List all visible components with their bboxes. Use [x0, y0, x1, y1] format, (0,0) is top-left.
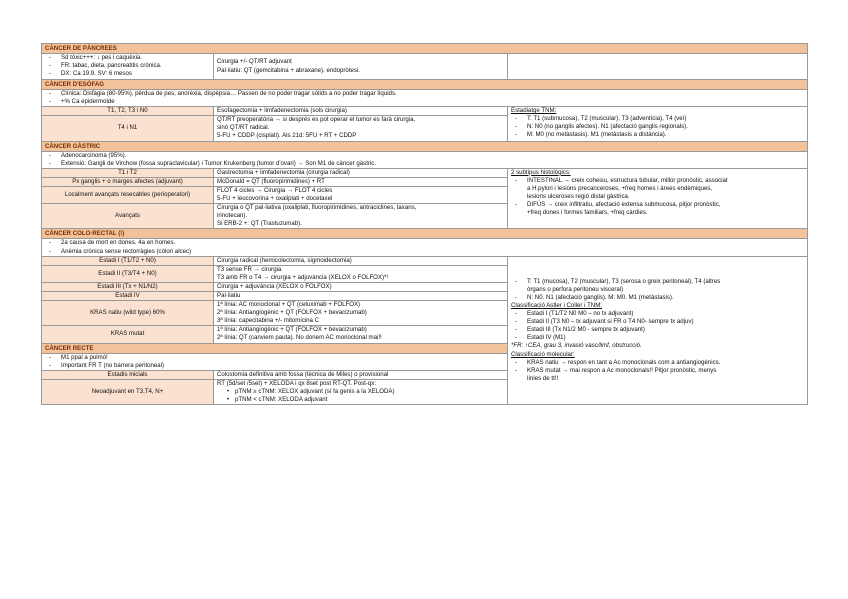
section-title-gastric: CÀNCER GÀSTRIC — [42, 141, 808, 151]
colorectal-row-treatment — [214, 265, 508, 282]
colorectal-treatment-line: 1ª línia: Antiangiogènic + QT (FOLFOX + bevacizumab) — [217, 326, 367, 334]
gastric-treatment-line: Cirurgia o QT pal·liativa (oxaliplati, fluoropirimidines, antraciclines, taxans, — [217, 204, 417, 212]
colorectal-row-label: Estadi I (T1/T2 + N0) — [42, 256, 214, 265]
esophagus-row-treatment — [214, 116, 508, 141]
colorectal-row-treatment — [214, 301, 508, 326]
colorectal-astler-item: - Estadi IV (M1) — [511, 334, 804, 342]
pancreas-feature: - DX: Ca 19.9. SV: 6 mesos — [45, 70, 210, 78]
gastric-feature: - Adenocarcinoma (95%). — [45, 152, 804, 160]
gastric-row-label: Localment avançats resecables (perioperatori) — [42, 186, 214, 203]
gastric-subtype-intestinal: - INTESTINAL → creix cohesiu, estructura tubular, millor pronòstic, associat — [511, 177, 804, 185]
esophagus-staging-item: - N: N0 (no ganglis afectes). N1 (afectació ganglis regionals). — [511, 123, 804, 131]
gastric-treatment-line: 5-FU + leucovorina + oxaliplati + docetaxel — [217, 195, 333, 203]
gastric-row-treatment: McDonald = QT (fluoropirimidines) + RT — [214, 177, 508, 186]
colorectal-molecular-line: línies de tt!! — [527, 374, 559, 382]
colorectal-molecular-item: - KRAS natiu → respon en tant a Ac monoclonals com a antiangiogènics. — [511, 359, 804, 367]
esophagus-row-label: T1, T2, T3 i N0 — [42, 107, 214, 116]
colorectal-astler-title: Classificació Astler i Coller i TNM: — [511, 302, 602, 310]
colorectal-features — [42, 239, 808, 256]
gastric-treatment-line: irinotecan). — [217, 212, 248, 220]
pancreas-treatment-line: Pal·liatiu: QT (gemcitabina + abraxane), endopròtesi. — [217, 66, 360, 74]
section-title-esophagus: CÀNCER D'ESÒFAG — [42, 80, 808, 90]
colorectal-treatment-line: T3 amb FR o T4 → cirurgia + adjuvància (XELOX o FOLFOX)*¹ — [217, 273, 389, 281]
colorectal-astler-item: - Estadi III (Tx N1/2 M0 - sempre tx adjuvant) — [511, 326, 804, 334]
gastric-row-label: Avançats — [42, 204, 214, 229]
oncology-summary-document — [41, 43, 807, 405]
rectum-treatment-subline: • pTNM < cTNM: XELODA adjuvant — [217, 396, 504, 404]
colorectal-row-label: Estadi III (Tx + N1/N2) — [42, 282, 214, 291]
colorectal-feature: - Anèmia crònica sense rectorràgies (còlon alcec) — [45, 248, 804, 256]
gastric-subtype-intestinal-line: a H.pylori i lesions precanceroses, +freq homes i àrees endèmiques, — [527, 184, 713, 192]
colorectal-treatment-line: 1ª línia: AC monoclonal + QT (cetuximab + FOLFOX) — [217, 301, 361, 309]
colorectal-tnm-line: òrgans o perfora peritoneu visceral) — [527, 285, 624, 293]
colorectal-treatment-line: T3 sense FR → cirurgia — [217, 265, 282, 273]
esophagus-row-label: T4 i N1 — [42, 116, 214, 141]
rectum-treatment-subline: • pTNM ≥ cTNM: XELOX adjuvant (sí fa genis a la XELODA) — [217, 388, 504, 396]
esophagus-feature: - Clínica: Disfàgia (80-95%), pèrdua de pes, anorèxia, dispèpsia… Passen de no poder tragar sòlids a no poder tragar líquids. — [45, 90, 804, 98]
colorectal-treatment-line: 2ª línia: QT (canviem pauta). No donem AC monoclonal mai!! — [217, 334, 382, 342]
colorectal-treatment-line: 3ª línia: capecitabina +/- mitomicina C — [217, 317, 320, 325]
esophagus-staging — [508, 107, 808, 141]
gastric-treatment-line: FLOT 4 cicles → Cirurgia → FLOT 4 cicles — [217, 186, 333, 194]
gastric-subtypes — [508, 168, 808, 229]
esophagus-features — [42, 90, 808, 107]
pancreas-empty-cell — [508, 54, 808, 80]
gastric-row-label: Px ganglis + o marges afectes (adjuvant) — [42, 177, 214, 186]
gastric-row-treatment — [214, 204, 508, 229]
colorectal-row-label: Estadi IV — [42, 291, 214, 300]
gastric-row-treatment — [214, 186, 508, 203]
rectum-row-label: Neoadjuvant en T3,T4, N+ — [42, 379, 214, 404]
rectum-features — [42, 353, 508, 370]
colorectal-treatment-line: 2ª línia: Antiangiogènic + QT (FOLFOX + bevacizumab) — [217, 309, 367, 317]
colorectal-row-treatment: Cirurgia + adjuvància (XELOX o FOLFOX) — [214, 282, 508, 291]
gastric-treatment-line: Si ERB-2 +: QT (Trastuzumab). — [217, 220, 302, 228]
colorectal-row-label: KRAS natiu (wild type) 60% — [42, 301, 214, 326]
section-title-colorectal: CÀNCER COLO-RECTAL (!) — [42, 229, 808, 239]
gastric-subtype-diffuse: - DIFÚS → creix infiltratiu, afectació extensa submucosa, pitjor pronòstic, — [511, 201, 804, 209]
rectum-row-treatment — [214, 379, 508, 404]
colorectal-row-label: Estadi II (T3/T4 + N0) — [42, 265, 214, 282]
pancreas-feature: - FR: tabac, dieta, pancreatitis crònica. — [45, 62, 210, 70]
colorectal-feature: - 2a causa de mort en dones. 4a en homes. — [45, 239, 804, 247]
esophagus-treatment-line: QT/RT preoperatòria → si després es pot operar el tumor es farà cirurgia, — [217, 116, 416, 124]
gastric-subtypes-title: 2 subtipus histològics: — [511, 168, 571, 176]
rectum-treatment-line: RT (5d/set /5set) + XELODA i qx 8set post RT-QT. Post-qx: — [217, 379, 377, 387]
colorectal-astler-item: - Estadi I (T1/T2 N0 M0 – no tx adjuvant) — [511, 310, 804, 318]
colorectal-row-treatment — [214, 326, 508, 343]
esophagus-staging-item: - M: M0 (no metàstasis). M1 (metàstasis a distància). — [511, 131, 804, 139]
rectum-row-treatment: Colostomia definitiva amb fossa (tècnica de Miles) o provisional — [214, 370, 508, 379]
colorectal-classification — [508, 256, 808, 405]
esophagus-treatment-line: 5-FU + CDDP (cisplati). Als 21d: 5FU + RT + CDDP — [217, 132, 357, 140]
colorectal-molecular-item: - KRAS mutat → mai respon a Ac monoclonals!! Pitjor pronòstic, menys — [511, 367, 804, 375]
colorectal-row-treatment: Cirurgia radical (hemicolectomia, sigmoidectomia) — [214, 256, 508, 265]
gastric-feature: - Extensió: Gangli de Virchow (fossa supraclavicular) i Tumor Krukenberg (tumor d'ovari) → Son M1 de càncer gàstric. — [45, 160, 804, 168]
gastric-row-label: T1 i T2 — [42, 168, 214, 177]
pancreas-feature: - Sd tòxic+++: ↓ pes i caquèxia. — [45, 54, 210, 62]
colorectal-row-treatment: Pal·liatiu — [214, 291, 508, 300]
section-title-rectum: CÀNCER RECTE — [42, 343, 508, 353]
section-title-pancreas: CÀNCER DE PÀNCREES — [42, 44, 808, 54]
esophagus-feature: - +% Ca epidermoide — [45, 98, 804, 106]
esophagus-staging-item: - T: T1 (submucosa), T2 (muscular), T3 (adventícia), T4 (veí) — [511, 115, 804, 123]
esophagus-row-treatment: Esofagectomia + limfadenectomia (sols cirurgia) — [214, 107, 508, 116]
rectum-feature: - M1 ppal a pulmó! — [45, 354, 504, 362]
rectum-row-label: Estadis inicials — [42, 370, 214, 379]
gastric-features — [42, 151, 808, 168]
rectum-feature: - Important FR T (no barrera peritoneal) — [45, 362, 504, 370]
colorectal-fr-note: *FR: ↑CEA, grau 3, invasió vasc/limf, obstrucció. — [511, 342, 642, 350]
summary-table — [41, 43, 808, 405]
pancreas-treatment — [214, 54, 508, 80]
colorectal-molecular-title: Classificació molecular: — [511, 350, 575, 358]
colorectal-astler-item: - Estadi II (T3 N0 – tx adjuvant si FR o T4 N0- sempre tx adjuv) — [511, 318, 804, 326]
gastric-row-treatment: Gastrectomia + limfadenectomia (cirurgia radical) — [214, 168, 508, 177]
gastric-subtype-diffuse-line: +freq dones i formes familiars, +freq càrdies. — [527, 209, 648, 217]
gastric-subtype-intestinal-line: lesions ulceroses regió distal gàstrica. — [527, 193, 630, 201]
colorectal-tnm-line: - N: N0. N1 (afectació ganglis). M: M0. M1 (metàstasis). — [511, 294, 804, 302]
esophagus-treatment-line: sinó QT/RT radical. — [217, 124, 270, 132]
colorectal-row-label: KRAS mutat — [42, 326, 214, 343]
pancreas-treatment-line: Cirurgia +/- QT/RT adjuvant — [217, 58, 292, 66]
esophagus-staging-title: Estadiatge TNM: — [511, 107, 557, 115]
pancreas-features — [42, 54, 214, 80]
colorectal-tnm-line: - T: T1 (mucosa), T2 (muscular), T3 (serosa o greix peritoneal), T4 (altres — [511, 278, 804, 286]
